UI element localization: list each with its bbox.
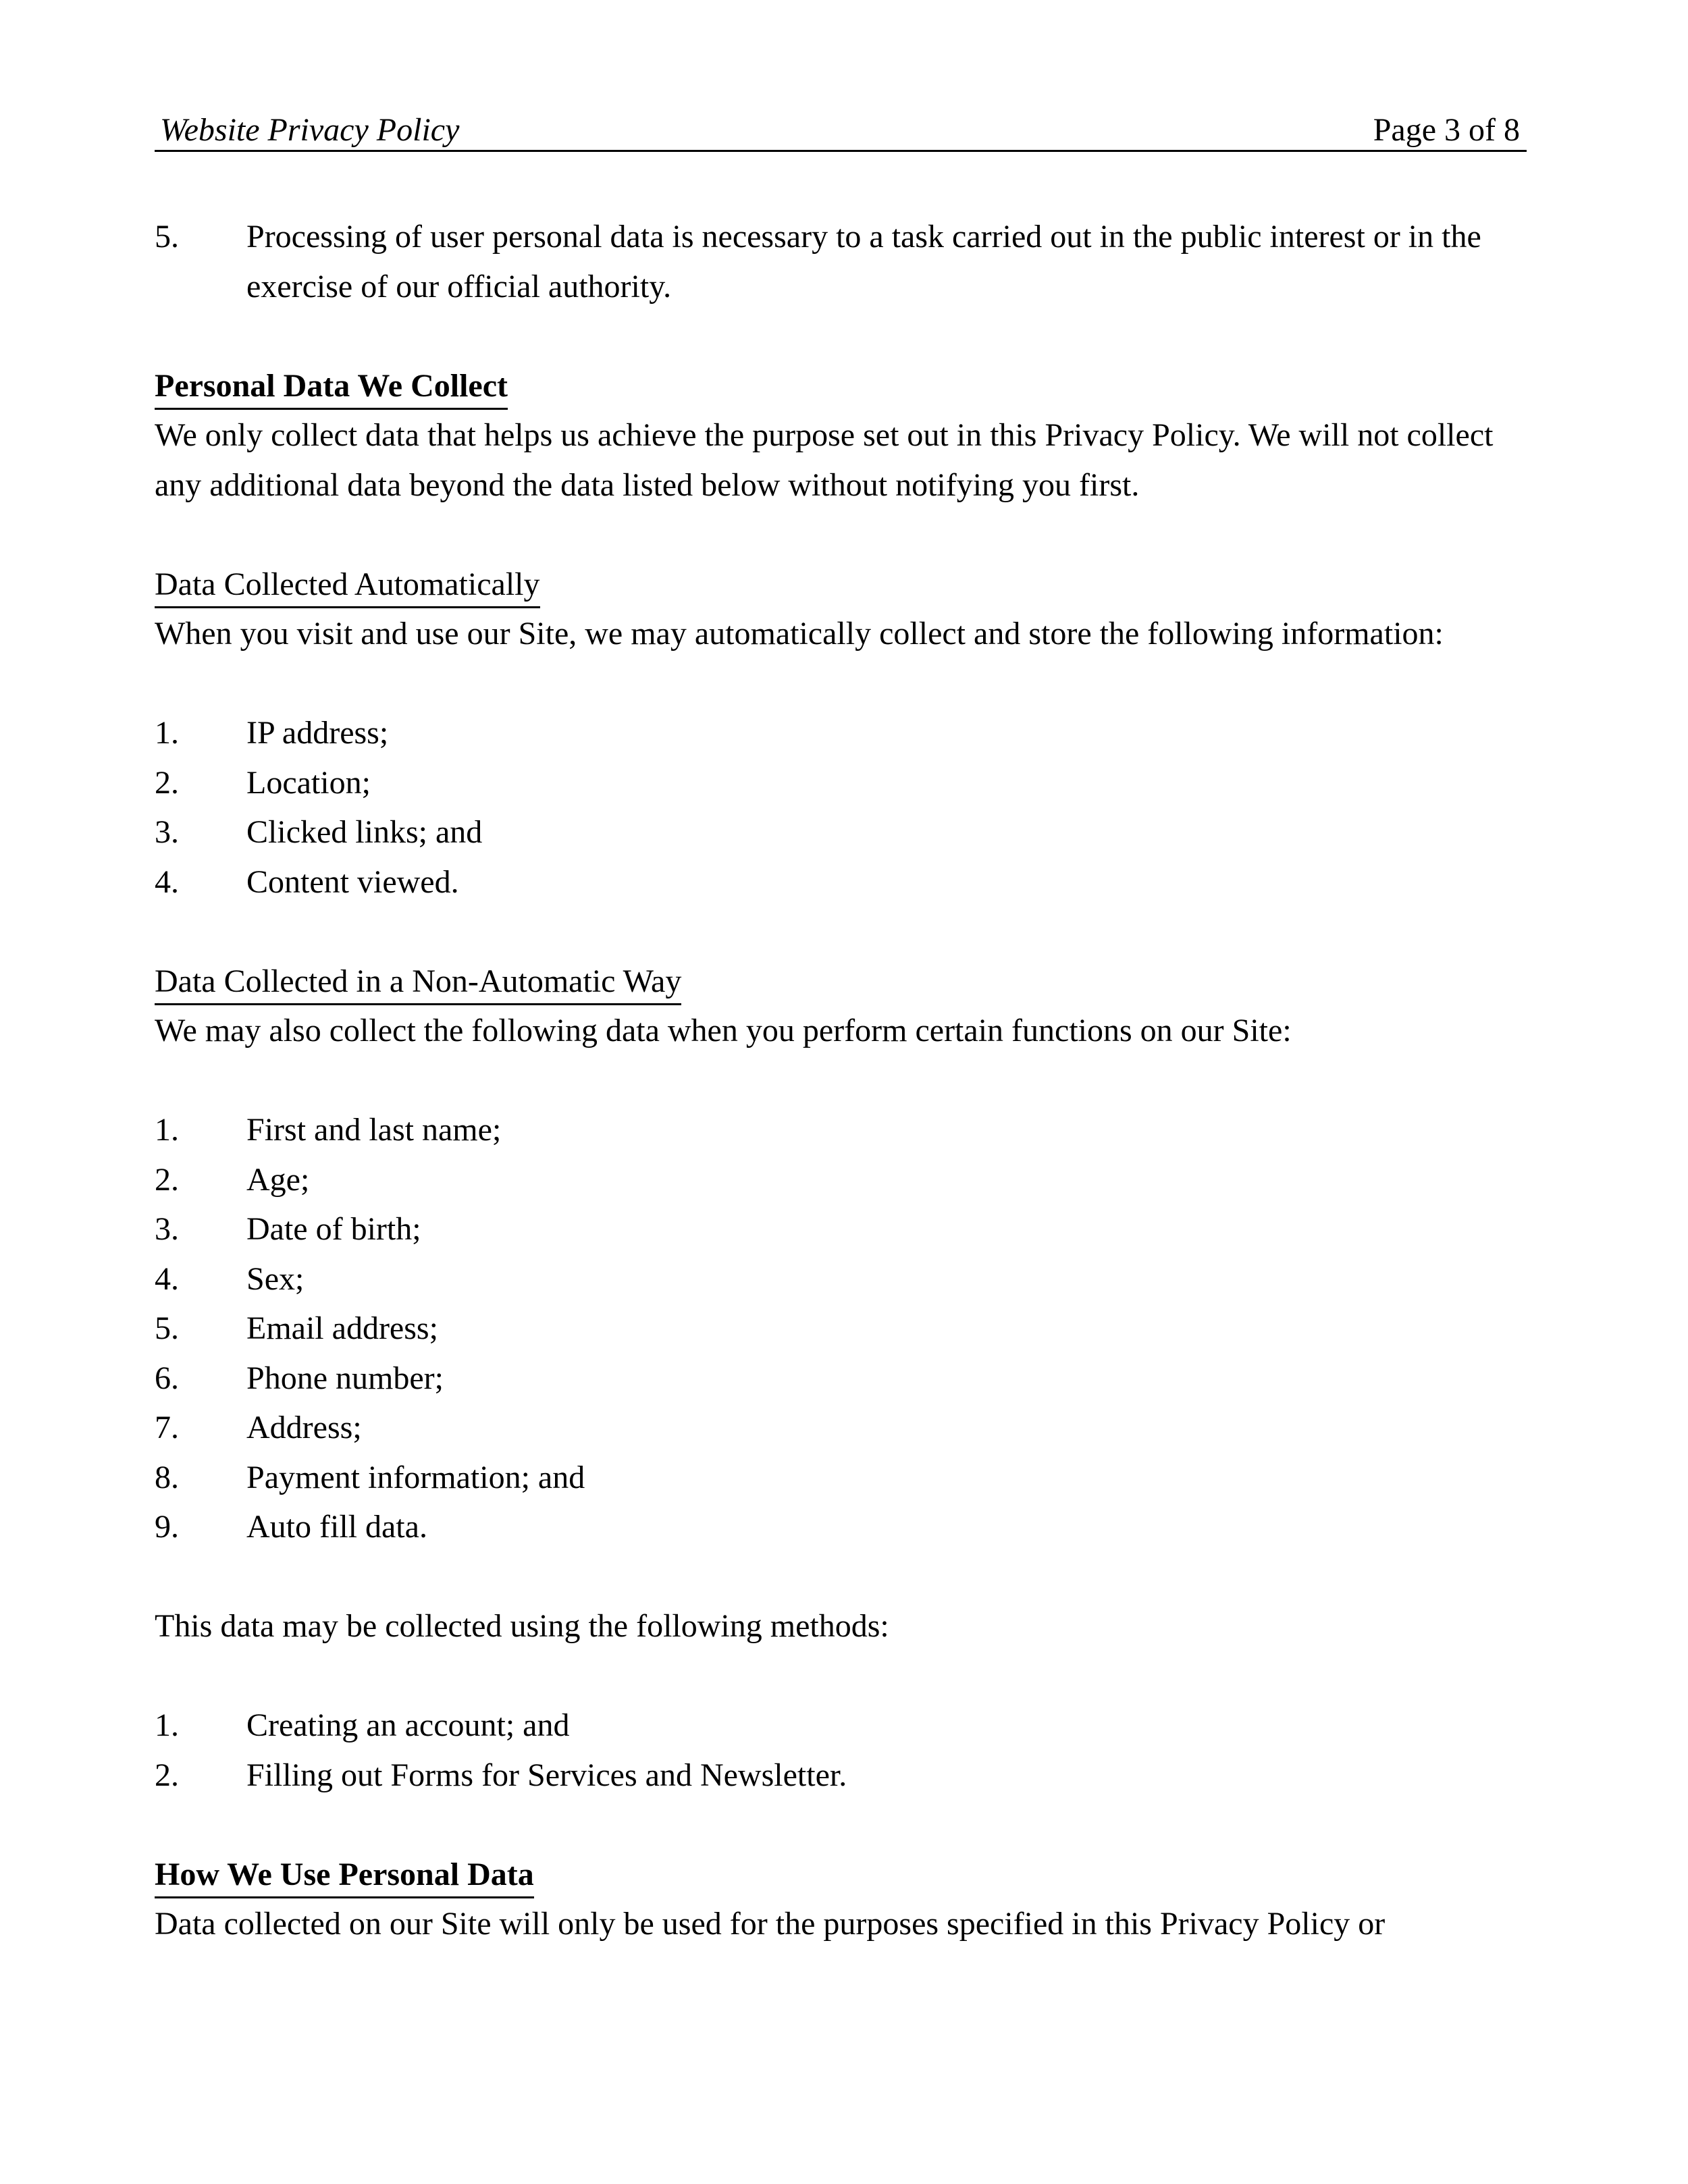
- list-number: 5.: [155, 219, 179, 255]
- list-item: [155, 857, 1532, 907]
- list-number: 8.: [155, 1459, 179, 1495]
- list-text: Age;: [246, 1161, 310, 1198]
- list-item: [155, 1453, 1532, 1503]
- list-number: 7.: [155, 1410, 179, 1445]
- list-number: 9.: [155, 1509, 179, 1545]
- list-item: [155, 758, 1532, 808]
- list-item: [155, 1751, 1532, 1801]
- list-number: 1.: [155, 715, 179, 751]
- list-text: Content viewed.: [246, 863, 459, 900]
- list-number: 2.: [155, 764, 179, 801]
- paragraph: This data may be collected using the following methods:: [155, 1608, 889, 1644]
- section-heading-how-we-use: How We Use Personal Data: [155, 1853, 534, 1898]
- list-text: Filling out Forms for Services and Newsletter.: [246, 1757, 847, 1793]
- list-text: Date of birth;: [246, 1211, 421, 1247]
- page-header: [155, 111, 1527, 152]
- list-text: Location;: [246, 764, 371, 801]
- list-non-automatic: [155, 1105, 1532, 1552]
- subheading-non-automatic: Data Collected in a Non-Automatic Way: [155, 960, 681, 1005]
- list-number: 2.: [155, 1161, 179, 1198]
- list-number: 4.: [155, 1260, 179, 1297]
- list-item: [155, 212, 1532, 311]
- list-item: [155, 1403, 1532, 1453]
- list-item: [155, 1304, 1532, 1354]
- list-text: Address;: [246, 1410, 362, 1445]
- list-item: [155, 1502, 1532, 1552]
- list-number: 6.: [155, 1360, 179, 1396]
- list-text: Creating an account; and: [246, 1707, 570, 1743]
- list-number: 3.: [155, 814, 179, 850]
- list-text: Clicked links; and: [246, 814, 483, 850]
- header-title: Website Privacy Policy: [160, 112, 460, 148]
- list-number: 1.: [155, 1112, 179, 1148]
- list-item: [155, 1204, 1532, 1254]
- list-number: 2.: [155, 1757, 179, 1793]
- list-text: Sex;: [246, 1260, 305, 1297]
- list-number: 1.: [155, 1707, 179, 1743]
- paragraph: When you visit and use our Site, we may automatically collect and store the following information:: [155, 616, 1444, 651]
- list-number: 5.: [155, 1310, 179, 1346]
- list-text: Processing of user personal data is necessary to a task carried out in the public interest or in the exercise of our official authority.: [246, 219, 1481, 304]
- list-item: [155, 1155, 1532, 1205]
- list-item: [155, 1105, 1532, 1155]
- paragraph: Data collected on our Site will only be used for the purposes specified in this Privacy Policy or: [155, 1906, 1386, 1942]
- page-number: Page 3 of 8: [1373, 112, 1520, 148]
- list-text: IP address;: [246, 715, 389, 751]
- list-text: Phone number;: [246, 1360, 444, 1396]
- list-text: Auto fill data.: [246, 1509, 427, 1545]
- document-body: [155, 212, 1532, 1949]
- paragraph: We may also collect the following data when you perform certain functions on our Site:: [155, 1013, 1292, 1048]
- list-number: 4.: [155, 863, 179, 900]
- list-item: [155, 1254, 1532, 1304]
- list-text: Payment information; and: [246, 1459, 585, 1495]
- section-heading-personal-data: Personal Data We Collect: [155, 365, 508, 410]
- list-item: [155, 807, 1532, 857]
- list-methods: [155, 1701, 1532, 1800]
- list-text: First and last name;: [246, 1112, 502, 1148]
- paragraph: We only collect data that helps us achieve the purpose set out in this Privacy Policy. We will not collect any additional data beyond the data listed below without notifying you first.: [155, 417, 1494, 503]
- list-number: 3.: [155, 1211, 179, 1247]
- subheading-automatic: Data Collected Automatically: [155, 563, 540, 608]
- list-item: [155, 708, 1532, 758]
- list-item: [155, 1701, 1532, 1751]
- list-text: Email address;: [246, 1310, 438, 1346]
- list-automatic: [155, 708, 1532, 907]
- list-item: [155, 1354, 1532, 1404]
